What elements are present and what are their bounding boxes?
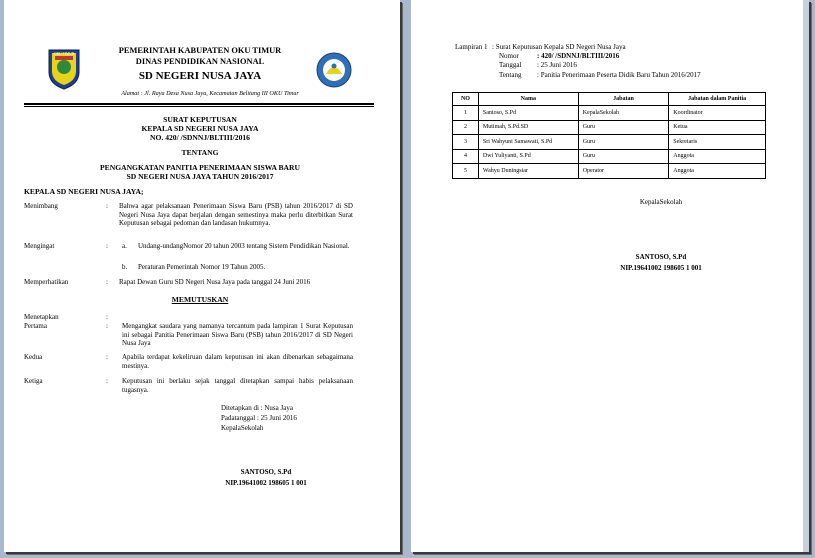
cell-nama: Santoso, S.Pd [478,106,578,121]
document-page-1 [4,0,400,552]
col-jabatan-header: Jabatan [578,93,669,106]
table-row [453,164,766,179]
ketiga-label: Ketiga [24,377,43,385]
committee-table [452,92,766,179]
pertama-text: Mengangkat saudara yang namanya tercantum pada lampiran 1 Surat Keputusan ini sebagai Panitia Penerimaan Siswa Baru (PSB) tahun 2016/2017 di SD Negeri Nusa Jaya [122,322,353,348]
memperhatikan-label: Memperhatikan [24,278,69,286]
pertama-label: Pertama [24,322,47,330]
sign-date: Padatanggal : 25 Juni 2016 [221,414,297,422]
cell-nama: Wahyu Duningsiar [478,164,578,179]
mengingat-item-b: Peraturan Pemerintah Nomor 19 Tahun 2005. [138,263,266,271]
cell-jabatan: Guru [578,135,669,150]
menetapkan-label: Menetapkan [24,313,59,321]
table-row [453,106,766,121]
cell-jabatan: Guru [578,149,669,164]
cell-no: 3 [453,135,479,150]
lampiran-nomor-label: Nomor [499,52,519,60]
sign-place: Ditetapkan di : Nusa Jaya [221,404,293,412]
decree-subject-line2: SD NEGERI NUSA JAYA TAHUN 2016/2017 [126,172,274,181]
decree-title: SURAT KEPUTUSAN [163,115,237,124]
ketiga-colon: : [106,377,108,385]
lampiran-text: : Surat Keputusan Kepala SD Negeri Nusa Jaya [492,43,626,51]
mengingat-item-a-num: a. [122,242,127,250]
kedua-text: Apabila terdapat kekeliruan dalam keputusan ini akan dibenarkan sebagaimana mestinya. [122,353,353,370]
decree-subject-line1: PENGANGKATAN PANITIA PENERIMAAN SISWA BARU [100,163,300,172]
menimbang-colon: : [106,202,108,210]
ketiga-text: Keputusan ini berlaku sejak tanggal ditetapkan sampai habis pelaksanaan tugasnya. [122,377,353,394]
sign-name: SANTOSO, S.Pd [240,468,292,476]
mengingat-item-a: Undang-undangNomor 20 tahun 2003 tentang Sistem Pendidikan Nasional. [138,242,350,250]
cell-panitia: Anggota [669,149,766,164]
col-no-header: NO [453,93,479,106]
col-panitia-header: Jabatan dalam Panitia [669,93,766,106]
cell-nama: Sri Wahyuni Samawati, S.Pd [478,135,578,150]
table-row [453,135,766,150]
lampiran-tanggal-label: Tanggal [499,61,522,69]
issuer-heading: KEPALA SD NEGERI NUSA JAYA; [24,187,144,196]
menetapkan-colon: : [106,313,108,321]
vertical-scrollbar[interactable] [803,0,809,552]
document-page-2 [411,0,809,552]
lampiran-tentang-label: Tentang [499,71,522,79]
lampiran-sign-name: SANTOSO, S.Pd [635,253,687,261]
letterhead-divider [24,103,374,105]
cell-panitia: Sekretaris [669,135,766,150]
cell-nama: Dwi Yuliyanti, S.Pd [478,149,578,164]
cell-jabatan: Operator [578,164,669,179]
memperhatikan-text: Rapat Dewan Guru SD Negeri Nusa Jaya pada tanggal 24 Juni 2016 [119,278,311,286]
cell-jabatan: KepalaSekolah [578,106,669,121]
mengingat-label: Mengingat [24,242,55,250]
pertama-colon: : [106,322,108,330]
cell-panitia: Koordinator [669,106,766,121]
cell-no: 1 [453,106,479,121]
menimbang-text: Bahwa agar pelaksanaan Penerimaan Siswa Baru (PSB) tahun 2016/2017 di SD Negeri Nusa Jaya dapat berjalan dengan semestinya maka perlu diterbitkan Surat Keputusan sebagai pedoman dan landasan hukumnya. [119,202,353,228]
lampiran-tanggal-value: : 25 Juni 2016 [537,61,577,69]
cell-jabatan: Guru [578,120,669,135]
tut-wuri-handayani-logo [316,52,352,88]
cell-no: 2 [453,120,479,135]
menimbang-label: Menimbang [24,202,58,210]
cell-no: 5 [453,164,479,179]
lampiran-label: Lampiran 1 [455,43,488,51]
letterhead-line2: DINAS PENDIDIKAN NASIONAL [135,57,265,66]
sign-nip: NIP.19641002 198605 1 001 [225,479,307,487]
cell-no: 4 [453,149,479,164]
memutuskan-heading: MEMUTUSKAN [171,295,229,304]
lampiran-tentang-value: : Panitia Penerimaan Peserta Didik Baru Tahun 2016/2017 [537,71,701,79]
table-row [453,149,766,164]
cell-nama: Mutimah, S.Pd.SD [478,120,578,135]
sign-role: KepalaSekolah [221,424,264,432]
kedua-colon: : [106,353,108,361]
mengingat-colon: : [106,242,108,250]
letterhead-divider-thin [24,106,374,107]
lampiran-nomor-value: : 420/ /SDNNJ/BLTIII/2016 [537,52,620,60]
decree-issuer-title: KEPALA SD NEGERI NUSA JAYA [141,124,259,133]
col-nama-header: Nama [478,93,578,106]
decree-number: NO. 420/ /SDNNJ/BLTIII/2016 [150,133,250,142]
cell-panitia: Anggota [669,164,766,179]
cell-panitia: Ketua [669,120,766,135]
mengingat-item-b-num: b. [122,263,128,271]
table-header-row [453,93,766,106]
table-row [453,120,766,135]
decree-tentang: TENTANG [181,148,219,157]
regency-logo: OKU TIMUR [46,46,82,90]
letterhead-line1: PEMERINTAH KABUPATEN OKU TIMUR [118,46,282,55]
memperhatikan-colon: : [106,278,108,286]
letterhead-school: SD NEGERI NUSA JAYA [138,70,262,82]
lampiran-sign-role: KepalaSekolah [639,198,683,206]
letterhead-address: Alamat : Jl. Raya Desa Nusa Jaya, Kecamatan Belitang III OKU Timur [121,90,299,97]
kedua-label: Kedua [24,353,43,361]
lampiran-sign-nip: NIP.19641002 198605 1 001 [620,264,702,272]
